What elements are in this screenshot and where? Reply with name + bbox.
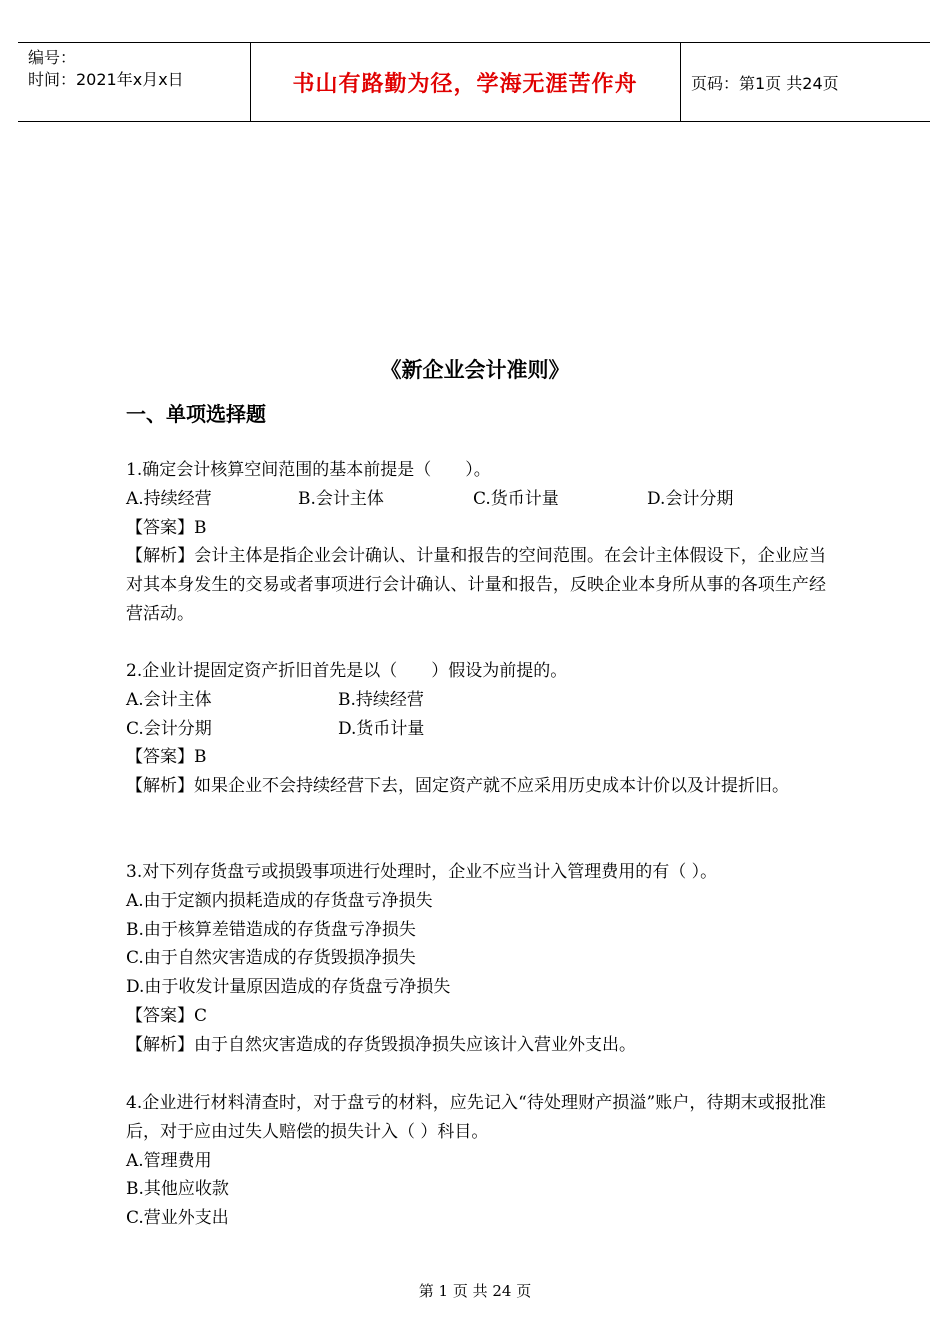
option-b: B.其他应收款 [126,1179,229,1200]
question-stem: 4.企业进行材料清查时，对于盘亏的材料，应先记入“待处理财产损溢”账户，待期末或报批准后，对于应由过失人赔偿的损失计入（ ）科目。 [126,1093,826,1142]
option-a: A.会计主体 [126,689,212,710]
option-a: A.持续经营 [126,488,212,509]
option-c: C.货币计量 [473,488,559,509]
option-a: A.由于定额内损耗造成的存货盘亏净损失 [126,890,433,911]
analysis: 【解析】会计主体是指企业会计确认、计量和报告的空间范围。在会计主体假设下，企业应当对其本身发生的交易或者事项进行会计确认、计量和报告，反映企业本身所从事的各项生产经营活动。 [126,546,826,624]
option-d: D.会计分期 [647,488,734,509]
option-b: B.持续经营 [338,689,424,710]
analysis: 【解析】如果企业不会持续经营下去，固定资产就不应采用历史成本计价以及计提折旧。 [126,776,789,797]
option-b: B.会计主体 [298,488,384,509]
question-1 [126,456,826,629]
options-row [126,686,826,715]
section-heading: 一、单项选择题 [126,402,266,426]
question-3 [126,858,826,1060]
time-label: 时间：2021年x月x日 [28,70,184,89]
option-d: D.货币计量 [338,718,425,739]
options-row [126,485,826,514]
option-c: C.营业外支出 [126,1208,229,1229]
question-stem: 1.确定会计核算空间范围的基本前提是（ ）。 [126,460,491,480]
options-row [126,715,826,744]
page-info: 页码：第1页 共24页 [691,73,839,93]
option-c: C.由于自然灾害造成的存货毁损净损失 [126,948,416,969]
motto: 书山有路勤为径，学海无涯苦作舟 [292,71,638,97]
document-title: 《新企业会计准则》 [380,357,570,382]
page-footer: 第 1 页 共 24 页 [418,1282,532,1300]
question-4 [126,1089,826,1233]
answer: 【答案】C [126,1005,208,1026]
page-header [18,42,930,122]
question-stem: 2.企业计提固定资产折旧首先是以（ ）假设为前提的。 [126,661,568,681]
question-2 [126,657,826,801]
question-stem: 3.对下列存货盘亏或损毁事项进行处理时，企业不应当计入管理费用的有（ ）。 [126,862,718,882]
analysis: 【解析】由于自然灾害造成的存货毁损净损失应该计入营业外支出。 [126,1034,636,1055]
header-meta [18,43,251,121]
option-b: B.由于核算差错造成的存货盘亏净损失 [126,919,416,940]
option-c: C.会计分期 [126,718,212,739]
answer: 【答案】B [126,747,207,768]
option-d: D.由于收发计量原因造成的存货盘亏净损失 [126,977,451,998]
header-motto-cell [250,43,681,121]
answer: 【答案】B [126,517,207,538]
number-label: 编号： [28,48,77,67]
header-page-cell [681,43,930,121]
option-a: A.管理费用 [126,1150,212,1171]
